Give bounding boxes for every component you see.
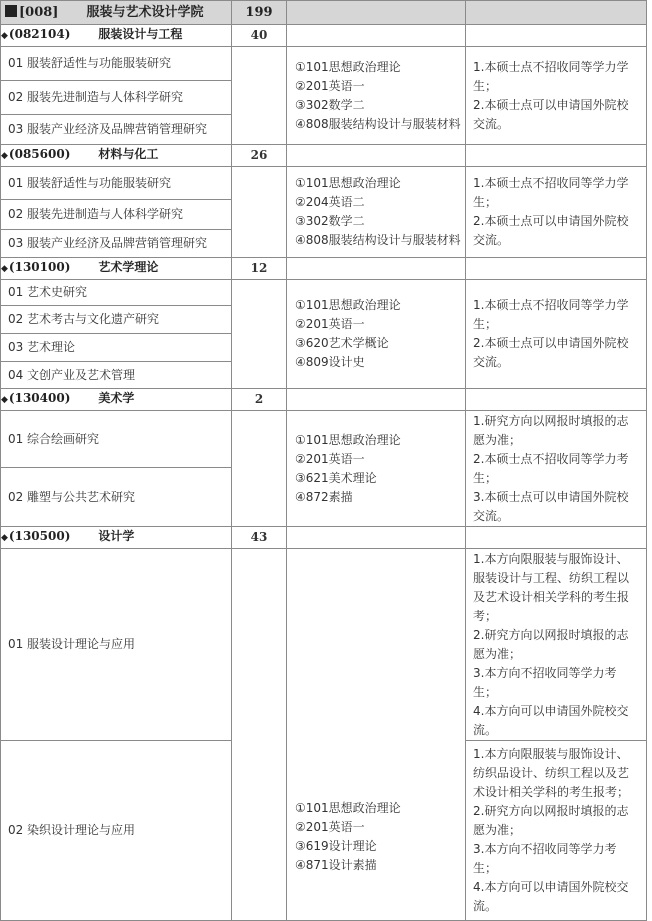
exam-subject: ①101思想政治理论: [295, 298, 401, 312]
direction-cell: [1, 230, 232, 258]
direction-number: 04: [8, 367, 24, 382]
major-title: [1, 258, 232, 280]
note-line: 2.研究方向以网报时填报的志: [473, 804, 629, 818]
direction-cell: [1, 411, 232, 468]
direction-row: [1, 411, 647, 468]
exam-subject: ①101思想政治理论: [295, 176, 401, 190]
major-count: 12: [232, 258, 287, 280]
note-line: 2.本硕士点可以申请国外院校: [473, 97, 629, 112]
major-code: (130400): [8, 391, 71, 405]
notes-cell: [466, 411, 647, 527]
exam-subject: ③619设计理论: [295, 839, 377, 853]
direction-cell: [1, 200, 232, 230]
major-name: 材料与化工: [98, 147, 159, 161]
exam-subject: ③621美术理论: [295, 470, 377, 485]
exam-subject: ④871设计素描: [295, 858, 377, 872]
note-line: 1.研究方向以网报时填报的志: [473, 413, 629, 428]
major-header-row: [1, 258, 647, 280]
major-name: 美术学: [98, 391, 135, 405]
major-count: 43: [232, 527, 287, 549]
direction-name: 服装先进制造与人体科学研究: [27, 90, 184, 104]
direction-name: 服装设计理论与应用: [27, 637, 136, 651]
major-header-row: [1, 145, 647, 167]
note-line: 交流。: [473, 233, 510, 247]
major-title: [1, 389, 232, 411]
college-header-row: [1, 1, 647, 25]
exam-subject: ③302数学二: [295, 214, 365, 228]
note-line: 3.本方向不招收同等学力考: [473, 665, 617, 680]
note-line: 1.本方向限服装与服饰设计、: [473, 551, 629, 566]
notes-cell: [466, 47, 647, 145]
direction-row: [1, 280, 647, 306]
exam-subjects-cell: [287, 549, 466, 921]
diamond-icon: ◆: [1, 31, 8, 41]
major-code: (082104): [8, 27, 71, 41]
major-count: 40: [232, 25, 287, 47]
major-code: (130500): [8, 529, 71, 543]
major-code: (085600): [8, 147, 71, 161]
note-line: 4.本方向可以申请国外院校交: [473, 703, 629, 718]
direction-number: 01: [8, 431, 24, 446]
exam-subject: ④808服装结构设计与服装材料: [295, 116, 461, 131]
direction-number: 03: [8, 236, 24, 250]
direction-name: 服装产业经济及品牌营销管理研究: [27, 236, 208, 250]
major-code: (130100): [8, 260, 71, 274]
direction-number: 01: [8, 175, 24, 190]
note-line: 3.本硕士点可以申请国外院校: [473, 489, 629, 504]
major-header-row: [1, 527, 647, 549]
notes-cell: [466, 741, 647, 921]
note-line: 纺织品设计、纺织工程以及艺: [473, 766, 630, 780]
direction-cell: [1, 468, 232, 527]
note-line: 交流。: [473, 116, 510, 131]
note-line: 术设计相关学科的考生报考；: [473, 785, 630, 799]
major-title: [1, 527, 232, 549]
direction-cell: [1, 549, 232, 741]
direction-cell: [1, 306, 232, 334]
major-count: 26: [232, 145, 287, 167]
notes-cell: [466, 280, 647, 389]
direction-row: [1, 549, 647, 741]
note-line: 2.研究方向以网报时填报的志: [473, 627, 629, 642]
diamond-icon: ◆: [1, 151, 8, 161]
exam-subject: ②201英语一: [295, 820, 365, 834]
direction-cell: [1, 280, 232, 306]
note-line: 2.本硕士点可以申请国外院校: [473, 336, 629, 350]
note-line: 3.本方向不招收同等学力考: [473, 842, 617, 856]
exam-subjects-cell: [287, 167, 466, 258]
exam-subject: ②201英语一: [295, 78, 365, 93]
note-line: 生；: [473, 861, 498, 875]
note-line: 考；: [473, 608, 498, 623]
exam-subject: ③620艺术学概论: [295, 336, 389, 350]
note-line: 2.本硕士点可以申请国外院校: [473, 214, 629, 228]
note-line: 生；: [473, 317, 498, 331]
diamond-icon: ◆: [1, 533, 8, 543]
exam-subject: ①101思想政治理论: [295, 801, 401, 815]
direction-number: 01: [8, 285, 24, 299]
note-line: 愿为准；: [473, 646, 522, 661]
note-line: 生；: [473, 684, 498, 699]
exam-subject: ④808服装结构设计与服装材料: [295, 233, 461, 247]
note-line: 生；: [473, 195, 498, 209]
note-line: 1.本硕士点不招收同等学力学: [473, 298, 629, 312]
direction-number: 03: [8, 122, 24, 136]
exam-subjects-cell: [287, 411, 466, 527]
note-line: 交流。: [473, 508, 510, 523]
direction-name: 艺术史研究: [27, 285, 88, 299]
direction-number: 02: [8, 312, 24, 326]
notes-cell: [466, 549, 647, 741]
direction-number: 03: [8, 340, 24, 354]
direction-number: 02: [8, 489, 24, 504]
direction-name: 服装舒适性与功能服装研究: [27, 56, 172, 70]
exam-subjects-cell: [287, 47, 466, 145]
direction-cell: [1, 334, 232, 362]
direction-row: [1, 167, 647, 200]
major-name: 艺术学理论: [98, 260, 159, 274]
college-code: [008]: [19, 5, 59, 20]
exam-subject: ②204英语二: [295, 195, 365, 209]
note-line: 交流。: [473, 355, 510, 369]
exam-subject: ②201英语一: [295, 317, 365, 331]
note-line: 流。: [473, 899, 498, 913]
note-line: 流。: [473, 722, 498, 737]
note-line: 4.本方向可以申请国外院校交: [473, 880, 629, 894]
note-line: 服装设计与工程、纺织工程以: [473, 570, 630, 585]
exam-subject: ④809设计史: [295, 355, 365, 369]
direction-cell: [1, 115, 232, 145]
direction-name: 服装舒适性与功能服装研究: [27, 175, 172, 190]
direction-cell: [1, 47, 232, 81]
direction-name: 文创产业及艺术管理: [27, 367, 136, 382]
college-total: 199: [232, 1, 287, 25]
note-line: 愿为准；: [473, 823, 522, 837]
note-line: 生；: [473, 470, 498, 485]
major-header-row: [1, 25, 647, 47]
note-line: 生；: [473, 78, 498, 93]
exam-subject: ③302数学二: [295, 97, 365, 112]
square-icon: [5, 5, 17, 17]
direction-name: 雕塑与公共艺术研究: [27, 489, 136, 504]
exam-subject: ①101思想政治理论: [295, 59, 401, 74]
diamond-icon: ◆: [1, 395, 8, 405]
major-name: 设计学: [98, 529, 135, 543]
major-count: 2: [232, 389, 287, 411]
note-line: 1.本硕士点不招收同等学力学: [473, 59, 629, 74]
note-line: 愿为准；: [473, 432, 522, 447]
exam-subject: ①101思想政治理论: [295, 432, 401, 447]
major-title: [1, 25, 232, 47]
note-line: 2.本硕士点不招收同等学力考: [473, 451, 629, 466]
direction-number: 02: [8, 90, 24, 104]
direction-name: 服装先进制造与人体科学研究: [27, 207, 184, 221]
exam-subject: ②201英语一: [295, 451, 365, 466]
direction-row: [1, 47, 647, 81]
direction-cell: [1, 362, 232, 389]
direction-name: 艺术考古与文化遗产研究: [27, 312, 160, 326]
exam-subject: ④872素描: [295, 489, 353, 504]
major-header-row: [1, 389, 647, 411]
note-line: 1.本方向限服装与服饰设计、: [473, 747, 629, 761]
note-line: 1.本硕士点不招收同等学力学: [473, 176, 629, 190]
college-title-cell: [1, 1, 232, 25]
direction-cell: [1, 741, 232, 921]
direction-name: 服装产业经济及品牌营销管理研究: [27, 122, 208, 136]
direction-number: 02: [8, 823, 24, 837]
direction-name: 艺术理论: [27, 340, 76, 354]
direction-name: 综合绘画研究: [27, 431, 100, 446]
direction-number: 01: [8, 637, 24, 651]
direction-cell: [1, 81, 232, 115]
direction-number: 01: [8, 56, 24, 70]
diamond-icon: ◆: [1, 264, 8, 274]
note-line: 及艺术设计相关学科的考生报: [473, 589, 630, 604]
exam-subjects-cell: [287, 280, 466, 389]
direction-name: 染织设计理论与应用: [27, 823, 136, 837]
direction-number: 02: [8, 207, 24, 221]
direction-cell: [1, 167, 232, 200]
major-name: 服装设计与工程: [98, 27, 183, 41]
notes-cell: [466, 167, 647, 258]
college-name: 服装与艺术设计学院: [86, 5, 204, 20]
major-title: [1, 145, 232, 167]
